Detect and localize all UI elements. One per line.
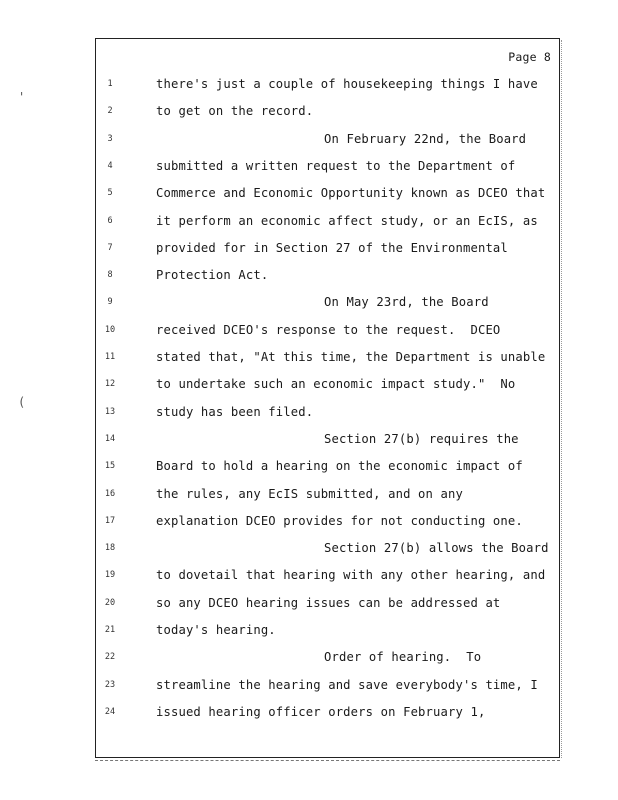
transcript-line: issued hearing officer orders on February 1, xyxy=(156,704,486,719)
line-number: 16 xyxy=(104,488,116,499)
transcript-line: study has been filed. xyxy=(156,404,314,419)
transcript-line: today's hearing. xyxy=(156,623,276,637)
transcript-line: provided for in Section 27 of the Environmental xyxy=(156,240,508,255)
line-number: 4 xyxy=(107,160,113,171)
line-number: 17 xyxy=(104,515,116,526)
line-number: 8 xyxy=(107,270,113,281)
transcript-line: Board to hold a hearing on the economic impact of xyxy=(156,459,523,474)
transcript-line: to get on the record. xyxy=(156,104,314,119)
line-number: 18 xyxy=(104,543,116,554)
transcript-line: Order of hearing. To xyxy=(324,650,482,665)
line-number: 12 xyxy=(104,379,116,390)
line-number: 11 xyxy=(104,352,116,362)
line-number: 7 xyxy=(107,242,113,253)
line-number: 6 xyxy=(107,215,113,226)
line-number: 9 xyxy=(107,297,113,308)
line-number: 19 xyxy=(104,570,116,581)
transcript-line: to dovetail that hearing with any other hearing, and xyxy=(156,568,546,583)
transcript-line: it perform an economic affect study, or an EcIS, as xyxy=(156,213,538,228)
transcript-line: On May 23rd, the Board xyxy=(324,295,489,310)
transcript-line: Commerce and Economic Opportunity known as DCEO that xyxy=(156,186,546,201)
line-number: 3 xyxy=(107,133,113,144)
transcript-line: Section 27(b) allows the Board xyxy=(324,541,549,556)
transcript-line: to undertake such an economic impact study." No xyxy=(156,377,516,392)
transcript-line: stated that, "At this time, the Department is unable xyxy=(156,350,546,364)
transcript-line: submitted a written request to the Department of xyxy=(156,158,516,173)
transcript-line: explanation DCEO provides for not conducting one. xyxy=(156,513,523,528)
line-number: 13 xyxy=(104,406,116,417)
line-number: 15 xyxy=(104,461,116,472)
margin-tick-mark: ( xyxy=(18,395,26,409)
transcript-line: streamline the hearing and save everybody's time, I xyxy=(156,677,538,692)
line-number: 10 xyxy=(104,324,116,335)
line-number: 1 xyxy=(107,79,113,89)
line-number: 23 xyxy=(104,679,116,690)
line-number: 14 xyxy=(104,433,116,444)
transcript-line: Protection Act. xyxy=(156,268,269,283)
transcript-line: so any DCEO hearing issues can be addressed at xyxy=(156,595,501,610)
transcript-line: the rules, any EcIS submitted, and on any xyxy=(156,486,463,501)
scan-edge-speckle xyxy=(561,40,567,758)
line-number: 22 xyxy=(104,652,116,663)
transcript-line: received DCEO's response to the request. DCEO xyxy=(156,322,501,337)
page-number: Page 8 xyxy=(508,50,551,64)
line-number: 21 xyxy=(104,625,116,635)
line-number: 2 xyxy=(107,106,113,117)
line-number: 5 xyxy=(107,188,113,199)
transcript-line: On February 22nd, the Board xyxy=(324,131,527,146)
transcript-frame xyxy=(95,38,560,758)
margin-tick-mark: ' xyxy=(18,90,26,104)
line-number: 20 xyxy=(104,597,116,608)
transcript-line: there's just a couple of housekeeping things I have xyxy=(156,77,538,91)
transcript-line: Section 27(b) requires the xyxy=(324,431,519,446)
line-number: 24 xyxy=(104,706,116,717)
